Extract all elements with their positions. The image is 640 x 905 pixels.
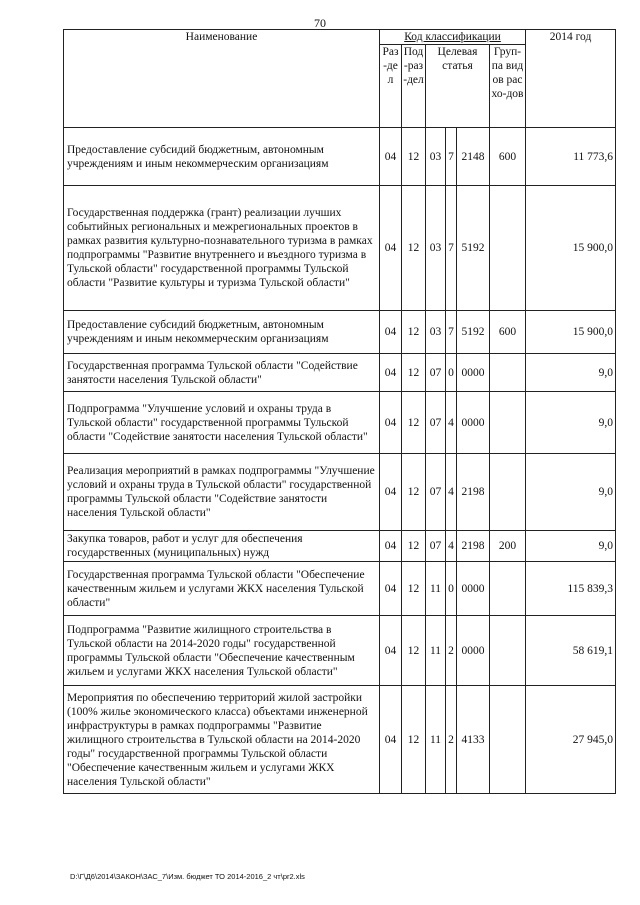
row-target-code: 0000 bbox=[457, 562, 490, 616]
row-target-subprogram: 4 bbox=[446, 454, 457, 531]
row-target-code: 5192 bbox=[457, 186, 490, 311]
table-row bbox=[64, 186, 616, 311]
row-target-subprogram: 7 bbox=[446, 311, 457, 354]
row-name: Предоставление субсидий бюджетным, автономным учреждениям и иным некоммерческим организациям bbox=[64, 311, 380, 354]
table-row bbox=[64, 392, 616, 454]
row-target-program: 07 bbox=[426, 392, 446, 454]
row-razdel: 04 bbox=[380, 311, 402, 354]
row-razdel: 04 bbox=[380, 354, 402, 392]
row-expense-group bbox=[490, 562, 526, 616]
row-amount: 27 945,0 bbox=[526, 686, 616, 794]
header-year: 2014 год bbox=[526, 30, 616, 128]
row-target-program: 11 bbox=[426, 686, 446, 794]
row-razdel: 04 bbox=[380, 686, 402, 794]
row-target-code: 2198 bbox=[457, 454, 490, 531]
row-target-subprogram: 2 bbox=[446, 686, 457, 794]
row-amount: 15 900,0 bbox=[526, 186, 616, 311]
row-podrazdel: 12 bbox=[402, 531, 426, 562]
header-razdel: Раз-дел bbox=[380, 45, 402, 128]
row-target-code: 4133 bbox=[457, 686, 490, 794]
row-podrazdel: 12 bbox=[402, 562, 426, 616]
row-name: Подпрограмма "Улучшение условий и охраны труда в Тульской области" государственной программы Тульской области "Содействие занятости населения Тульской области" bbox=[64, 392, 380, 454]
row-amount: 9,0 bbox=[526, 531, 616, 562]
row-target-program: 03 bbox=[426, 128, 446, 186]
row-razdel: 04 bbox=[380, 616, 402, 686]
row-podrazdel: 12 bbox=[402, 186, 426, 311]
header-code: Код классификации bbox=[380, 30, 526, 45]
row-podrazdel: 12 bbox=[402, 686, 426, 794]
row-expense-group: 200 bbox=[490, 531, 526, 562]
row-amount: 58 619,1 bbox=[526, 616, 616, 686]
row-expense-group bbox=[490, 454, 526, 531]
table-row bbox=[64, 454, 616, 531]
row-target-code: 2198 bbox=[457, 531, 490, 562]
row-amount: 9,0 bbox=[526, 454, 616, 531]
row-podrazdel: 12 bbox=[402, 354, 426, 392]
row-expense-group bbox=[490, 616, 526, 686]
table-row bbox=[64, 311, 616, 354]
row-target-subprogram: 4 bbox=[446, 392, 457, 454]
row-amount: 9,0 bbox=[526, 392, 616, 454]
row-razdel: 04 bbox=[380, 562, 402, 616]
row-expense-group: 600 bbox=[490, 311, 526, 354]
row-name: Мероприятия по обеспечению территорий жилой застройки (100% жилье экономического класса) объектами инженерной инфраструктуры в рамках подпрограммы "Развитие жилищного строительства в Тульской области на 2014-2020 годы" государственной программы Тульской области "Обеспечение качественным жильем и услугами ЖКХ населения Тульской области" bbox=[64, 686, 380, 794]
header-group: Груп-па видов расхо-дов bbox=[490, 45, 526, 128]
row-podrazdel: 12 bbox=[402, 454, 426, 531]
row-target-subprogram: 0 bbox=[446, 562, 457, 616]
row-target-program: 11 bbox=[426, 616, 446, 686]
row-amount: 15 900,0 bbox=[526, 311, 616, 354]
row-amount: 115 839,3 bbox=[526, 562, 616, 616]
row-razdel: 04 bbox=[380, 392, 402, 454]
row-razdel: 04 bbox=[380, 128, 402, 186]
row-expense-group bbox=[490, 392, 526, 454]
row-target-program: 07 bbox=[426, 531, 446, 562]
row-target-code: 0000 bbox=[457, 392, 490, 454]
row-podrazdel: 12 bbox=[402, 128, 426, 186]
row-podrazdel: 12 bbox=[402, 311, 426, 354]
row-name: Государственная программа Тульской области "Содействие занятости населения Тульской области" bbox=[64, 354, 380, 392]
row-target-subprogram: 4 bbox=[446, 531, 457, 562]
row-target-program: 07 bbox=[426, 354, 446, 392]
row-target-code: 2148 bbox=[457, 128, 490, 186]
row-target-program: 11 bbox=[426, 562, 446, 616]
row-expense-group: 600 bbox=[490, 128, 526, 186]
row-razdel: 04 bbox=[380, 454, 402, 531]
row-name: Государственная поддержка (грант) реализации лучших событийных региональных и межрегиональных проектов в рамках развития культурно-познавательного туризма в рамках подпрограммы "Развитие внутреннего и въездного туризма в Тульской области" государственной программы Тульской области "Развитие культуры и туризма Тульской области" bbox=[64, 186, 380, 311]
row-target-code: 0000 bbox=[457, 616, 490, 686]
row-target-program: 03 bbox=[426, 186, 446, 311]
footer-file-path: D:\Г\Д6\2014\ЗАКОН\ЗАС_7\Изм. бюджет ТО 2014-2016_2 чт\pr2.xls bbox=[70, 872, 305, 881]
table-row bbox=[64, 686, 616, 794]
row-name: Подпрограмма "Развитие жилищного строительства в Тульской области на 2014-2020 годы" государственной программы Тульской области "Обеспечение качественным жильем и услугами ЖКХ населения Тульской области" bbox=[64, 616, 380, 686]
table-row bbox=[64, 531, 616, 562]
row-amount: 11 773,6 bbox=[526, 128, 616, 186]
row-target-program: 03 bbox=[426, 311, 446, 354]
row-target-subprogram: 0 bbox=[446, 354, 457, 392]
row-target-subprogram: 7 bbox=[446, 128, 457, 186]
row-expense-group bbox=[490, 186, 526, 311]
row-name: Государственная программа Тульской области "Обеспечение качественным жильем и услугами ЖКХ населения Тульской области" bbox=[64, 562, 380, 616]
table-row bbox=[64, 562, 616, 616]
row-podrazdel: 12 bbox=[402, 392, 426, 454]
row-razdel: 04 bbox=[380, 531, 402, 562]
row-target-code: 5192 bbox=[457, 311, 490, 354]
row-expense-group bbox=[490, 354, 526, 392]
row-name: Закупка товаров, работ и услуг для обеспечения государственных (муниципальных) нужд bbox=[64, 531, 380, 562]
row-razdel: 04 bbox=[380, 186, 402, 311]
table-row bbox=[64, 128, 616, 186]
row-target-subprogram: 2 bbox=[446, 616, 457, 686]
row-podrazdel: 12 bbox=[402, 616, 426, 686]
row-target-code: 0000 bbox=[457, 354, 490, 392]
header-target: Целевая статья bbox=[426, 45, 490, 128]
row-target-program: 07 bbox=[426, 454, 446, 531]
row-target-subprogram: 7 bbox=[446, 186, 457, 311]
budget-table bbox=[63, 29, 616, 794]
row-amount: 9,0 bbox=[526, 354, 616, 392]
row-name: Предоставление субсидий бюджетным, автономным учреждениям и иным некоммерческим организациям bbox=[64, 128, 380, 186]
table-row bbox=[64, 616, 616, 686]
row-name: Реализация мероприятий в рамках подпрограммы "Улучшение условий и охраны труда в Тульской области" государственной программы Тульской области "Содействие занятости населения Тульской области" bbox=[64, 454, 380, 531]
header-podrazdel: Под-раз-дел bbox=[402, 45, 426, 128]
header-name: Наименование bbox=[64, 30, 380, 128]
table-body bbox=[64, 128, 616, 794]
page-number: 70 bbox=[314, 16, 326, 30]
table-row bbox=[64, 354, 616, 392]
row-expense-group bbox=[490, 686, 526, 794]
